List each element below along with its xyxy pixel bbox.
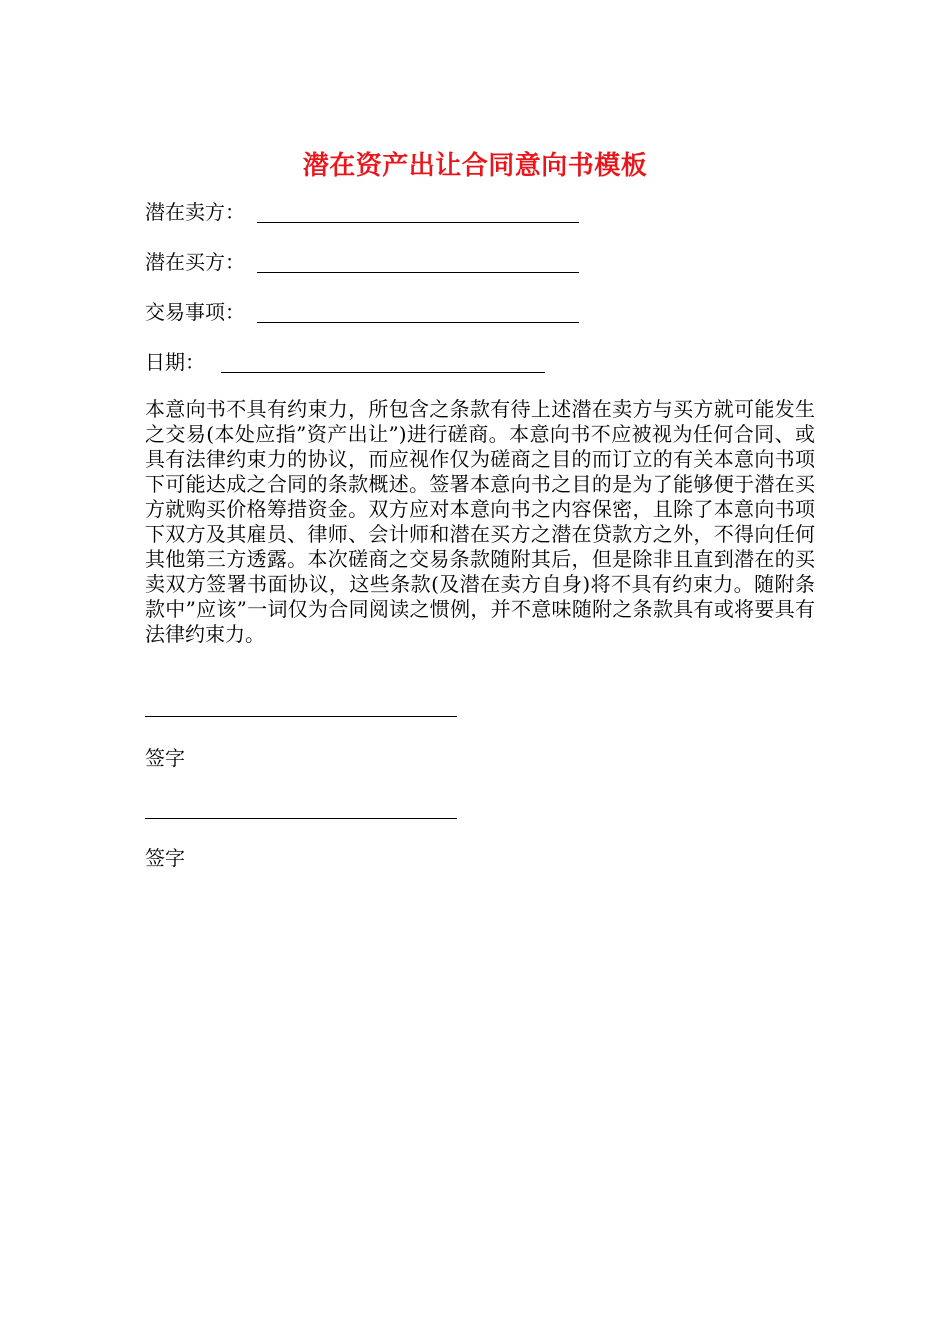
buyer-blank-line[interactable] — [257, 272, 579, 273]
document-title: 潜在资产出让合同意向书模板 — [302, 151, 648, 182]
date-field — [145, 348, 205, 376]
buyer-label: 潜在买方： — [145, 250, 245, 274]
date-blank-line[interactable] — [221, 372, 545, 373]
seller-field — [145, 198, 245, 226]
signature-line-1[interactable] — [145, 716, 457, 717]
seller-blank-line[interactable] — [257, 222, 579, 223]
date-label: 日期： — [145, 350, 205, 374]
signature-line-2[interactable] — [145, 818, 457, 819]
signature-label-2: 签字 — [145, 846, 185, 870]
seller-label: 潜在卖方： — [145, 200, 245, 224]
transaction-label: 交易事项： — [145, 300, 245, 324]
transaction-blank-line[interactable] — [257, 322, 579, 323]
signature-label-1: 签字 — [145, 746, 185, 770]
transaction-field — [145, 298, 245, 326]
body-paragraph: 本意向书不具有约束力，所包含之条款有待上述潜在卖方与买方就可能发生之交易(本处应指”资产出让”)进行磋商。本意向书不应被视为任何合同、或具有法律约束力的协议，而应视作仅为磋商之目的而订立的有关本意向书项下可能达成之合同的条款概述。签署本意向书之目的是为了能够便于潜在买方就购买价格筹措资金。双方应对本意向书之内容保密，且除了本意向书项下双方及其雇员、律师、会计师和潜在买方之潜在贷款方之外，不得向任何其他第三方透露。本次磋商之交易条款随附其后，但是除非且直到潜在的买卖双方签署书面协议，这些条款(及潜在卖方自身)将不具有约束力。随附条款中”应该”一词仅为合同阅读之惯例，并不意味随附之条款具有或将要具有法律约束力。 — [145, 397, 815, 646]
buyer-field — [145, 248, 245, 276]
